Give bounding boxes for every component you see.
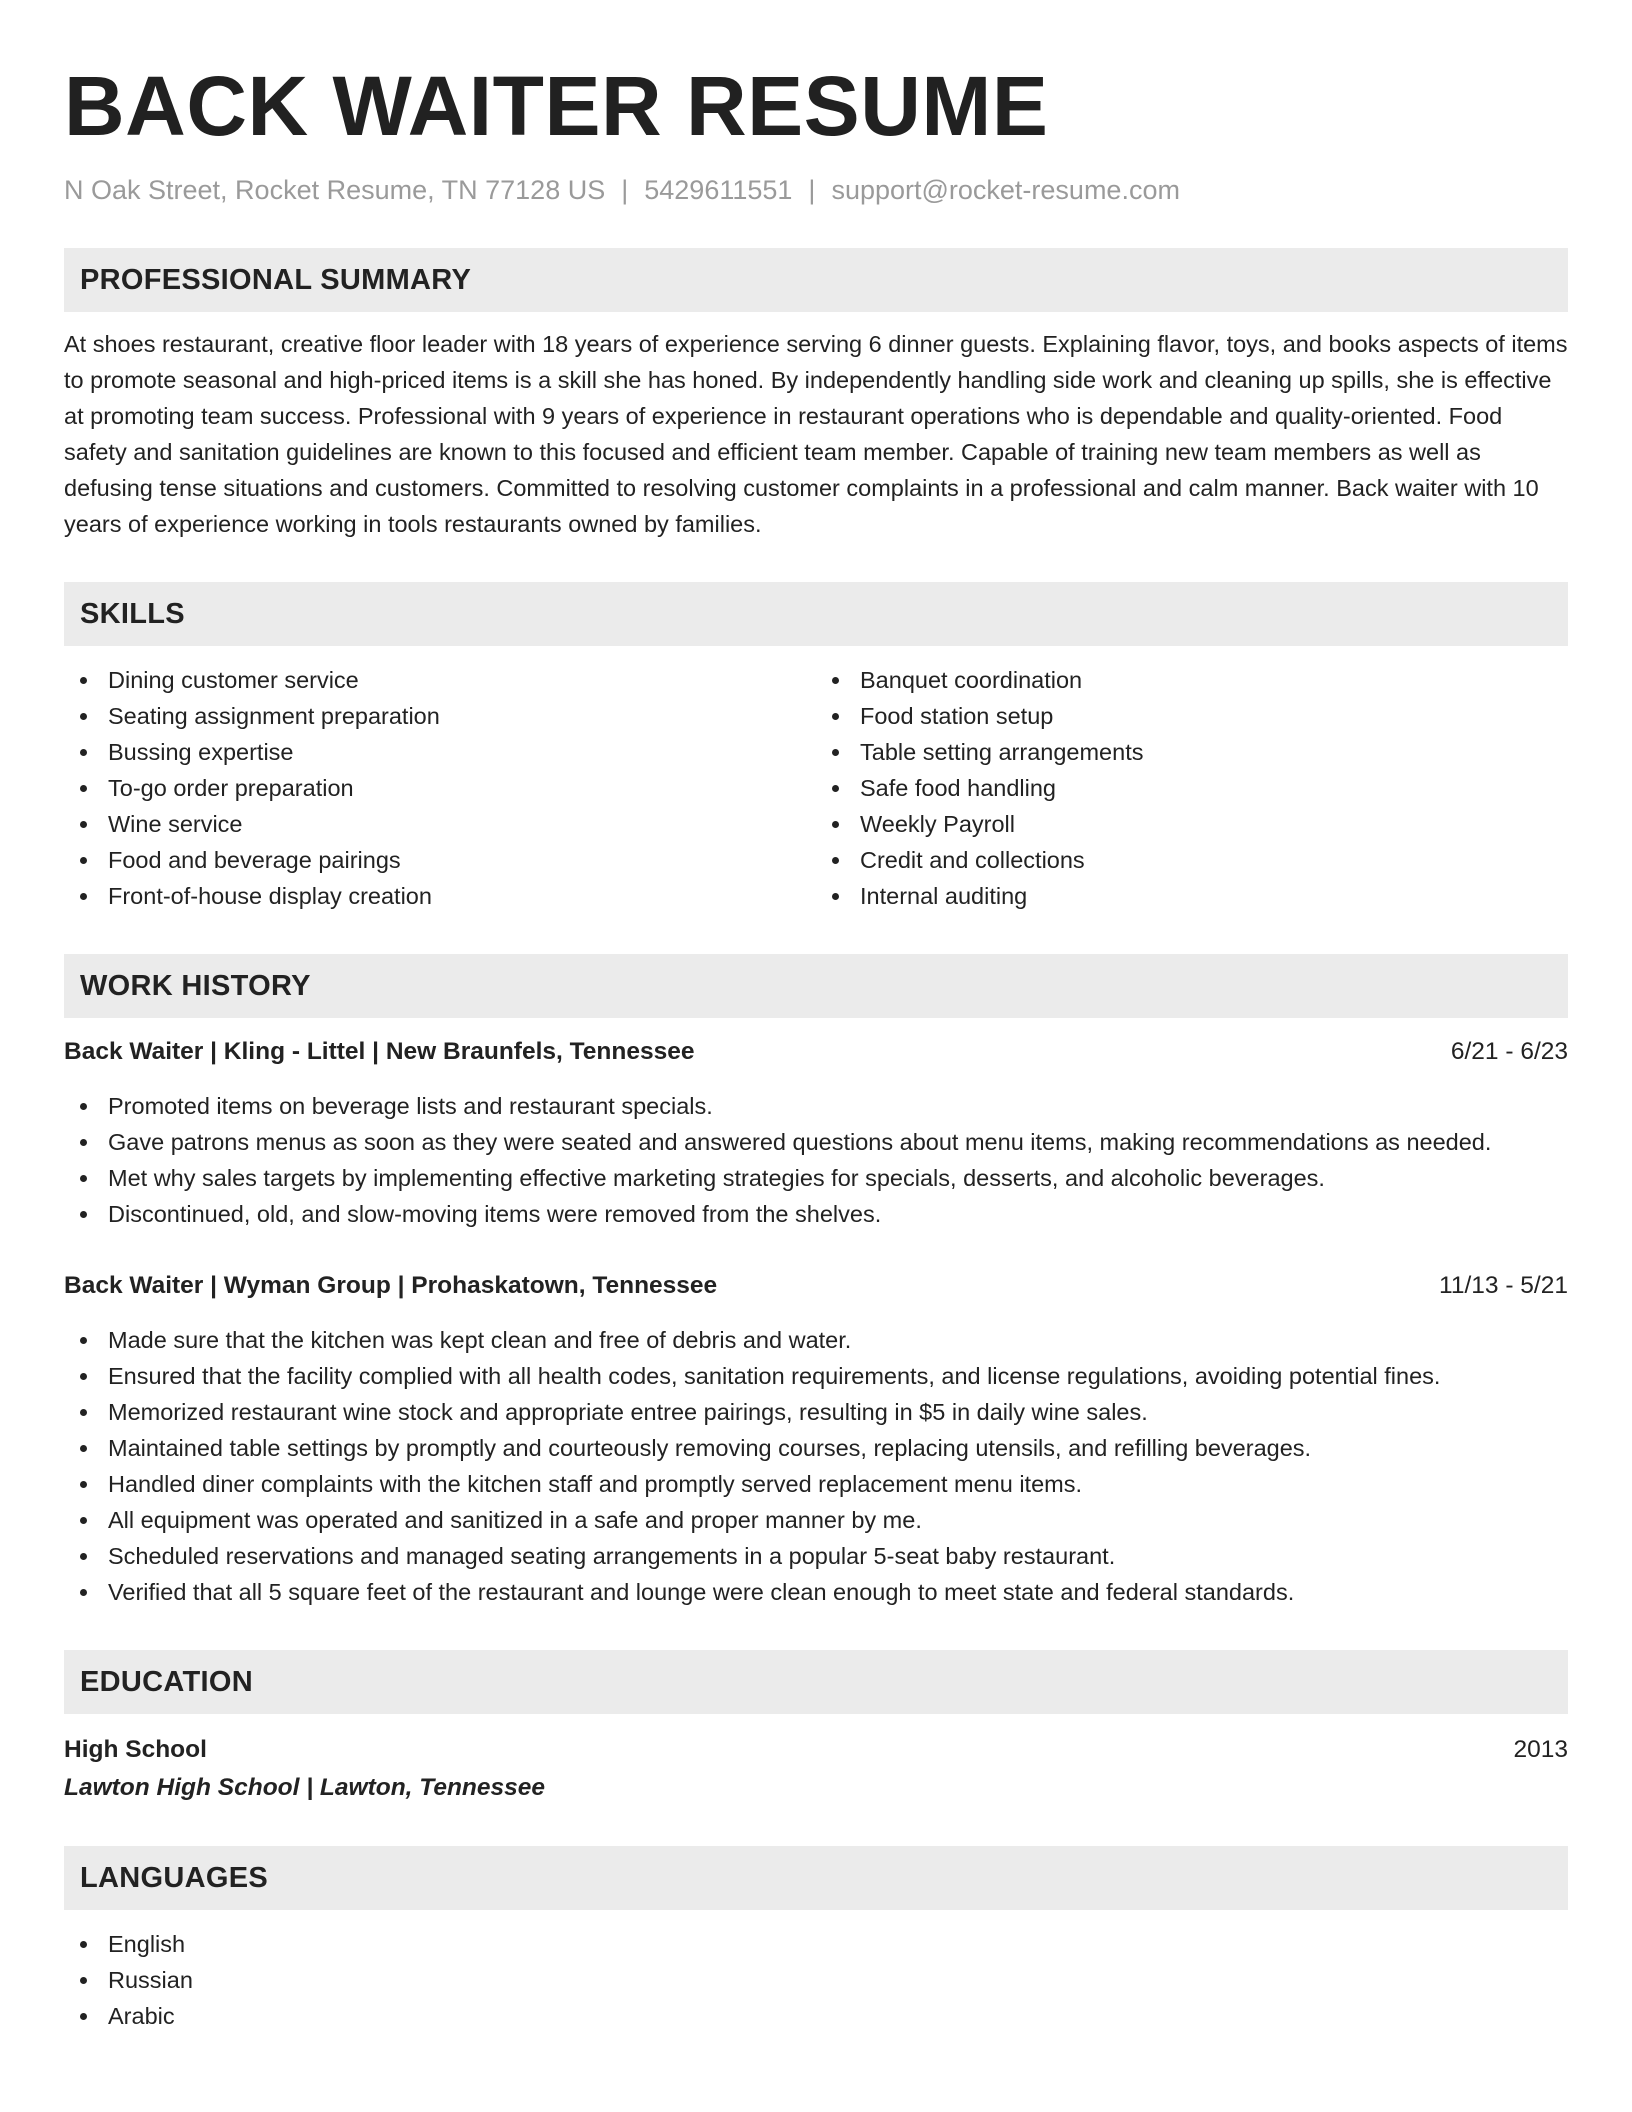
education-year: 2013 [1513,1736,1568,1763]
contact-address: N Oak Street, Rocket Resume, TN 77128 US [64,175,606,205]
job-bullet: Maintained table settings by promptly and courteously removing courses, replacing utensils, and refilling beverages. [64,1430,1568,1466]
job-title: Back Waiter | Kling - Littel | New Braunfels, Tennessee [64,1038,695,1065]
skills-list-left [64,662,816,914]
job-bullet: Scheduled reservations and managed seating arrangements in a popular 5-seat baby restaurant. [64,1538,1568,1574]
language-item: English [64,1926,1568,1962]
job-bullet-list [64,1322,1568,1610]
job-header [64,1268,1568,1304]
section-header-skills: SKILLS [64,582,1568,646]
section-header-education: EDUCATION [64,1650,1568,1714]
job-bullet: Handled diner complaints with the kitchen staff and promptly served replacement menu items. [64,1466,1568,1502]
job-bullet: Gave patrons menus as soon as they were seated and answered questions about menu items, making recommendations as needed. [64,1124,1568,1160]
education-school: Lawton High School | Lawton, Tennessee [64,1774,546,1801]
job-dates: 11/13 - 5/21 [1439,1272,1568,1299]
skill-item: Food station setup [816,698,1568,734]
language-item: Arabic [64,1998,1568,2034]
skill-item: Weekly Payroll [816,806,1568,842]
resume-title: BACK WAITER RESUME [64,59,1049,153]
summary-text: At shoes restaurant, creative floor leader with 18 years of experience serving 6 dinner guests. Explaining flavor, toys, and books aspects of items to promote seasonal and high-priced items is a skill she has honed. By independently handling side work and cleaning up spills, she is effective at promoting team success. Professional with 9 years of experience in restaurant operations who is dependable and quality-oriented. Food safety and sanitation guidelines are known to this focused and efficient team member. Capable of training new team members as well as defusing tense situations and customers. Committed to resolving customer complaints in a professional and calm manner. Back waiter with 10 years of experience working in tools restaurants owned by families. [64,331,1568,537]
contact-separator: | [808,175,816,205]
skill-item: Food and beverage pairings [64,842,816,878]
section-header-languages: LANGUAGES [64,1846,1568,1910]
job-bullet: All equipment was operated and sanitized in a safe and proper manner by me. [64,1502,1568,1538]
job-bullet: Promoted items on beverage lists and restaurant specials. [64,1088,1568,1124]
language-item: Russian [64,1962,1568,1998]
education-header [64,1732,1568,1768]
contact-line [64,172,1568,208]
skill-item: Table setting arrangements [816,734,1568,770]
skill-item: Credit and collections [816,842,1568,878]
job-bullet: Memorized restaurant wine stock and appropriate entree pairings, resulting in $5 in daily wine sales. [64,1394,1568,1430]
skill-item: Wine service [64,806,816,842]
section-header-work: WORK HISTORY [64,954,1568,1018]
job-dates: 6/21 - 6/23 [1450,1038,1568,1065]
contact-separator: | [621,175,629,205]
skill-item: Bussing expertise [64,734,816,770]
skill-item: Dining customer service [64,662,816,698]
job-bullet: Met why sales targets by implementing effective marketing strategies for specials, desserts, and alcoholic beverages. [64,1160,1568,1196]
section-header-summary: PROFESSIONAL SUMMARY [64,248,1568,312]
languages-list [64,1926,1568,2034]
contact-email: support@rocket-resume.com [831,175,1180,205]
skill-item: Safe food handling [816,770,1568,806]
education-degree: High School [64,1736,207,1763]
job-bullet: Discontinued, old, and slow-moving items were removed from the shelves. [64,1196,1568,1232]
skill-item: To-go order preparation [64,770,816,806]
skill-item: Internal auditing [816,878,1568,914]
skills-columns [64,662,1568,914]
job-header [64,1034,1568,1070]
job-bullet-list [64,1088,1568,1232]
job-bullet: Verified that all 5 square feet of the restaurant and lounge were clean enough to meet state and federal standards. [64,1574,1568,1610]
skill-item: Banquet coordination [816,662,1568,698]
skills-list-right [816,662,1568,914]
education-entry [64,1732,1568,1806]
skill-item: Seating assignment preparation [64,698,816,734]
job-bullet: Made sure that the kitchen was kept clean and free of debris and water. [64,1322,1568,1358]
job-bullet: Ensured that the facility complied with all health codes, sanitation requirements, and license regulations, avoiding potential fines. [64,1358,1568,1394]
job-title: Back Waiter | Wyman Group | Prohaskatown, Tennessee [64,1272,718,1299]
skill-item: Front-of-house display creation [64,878,816,914]
contact-phone: 5429611551 [644,175,793,205]
